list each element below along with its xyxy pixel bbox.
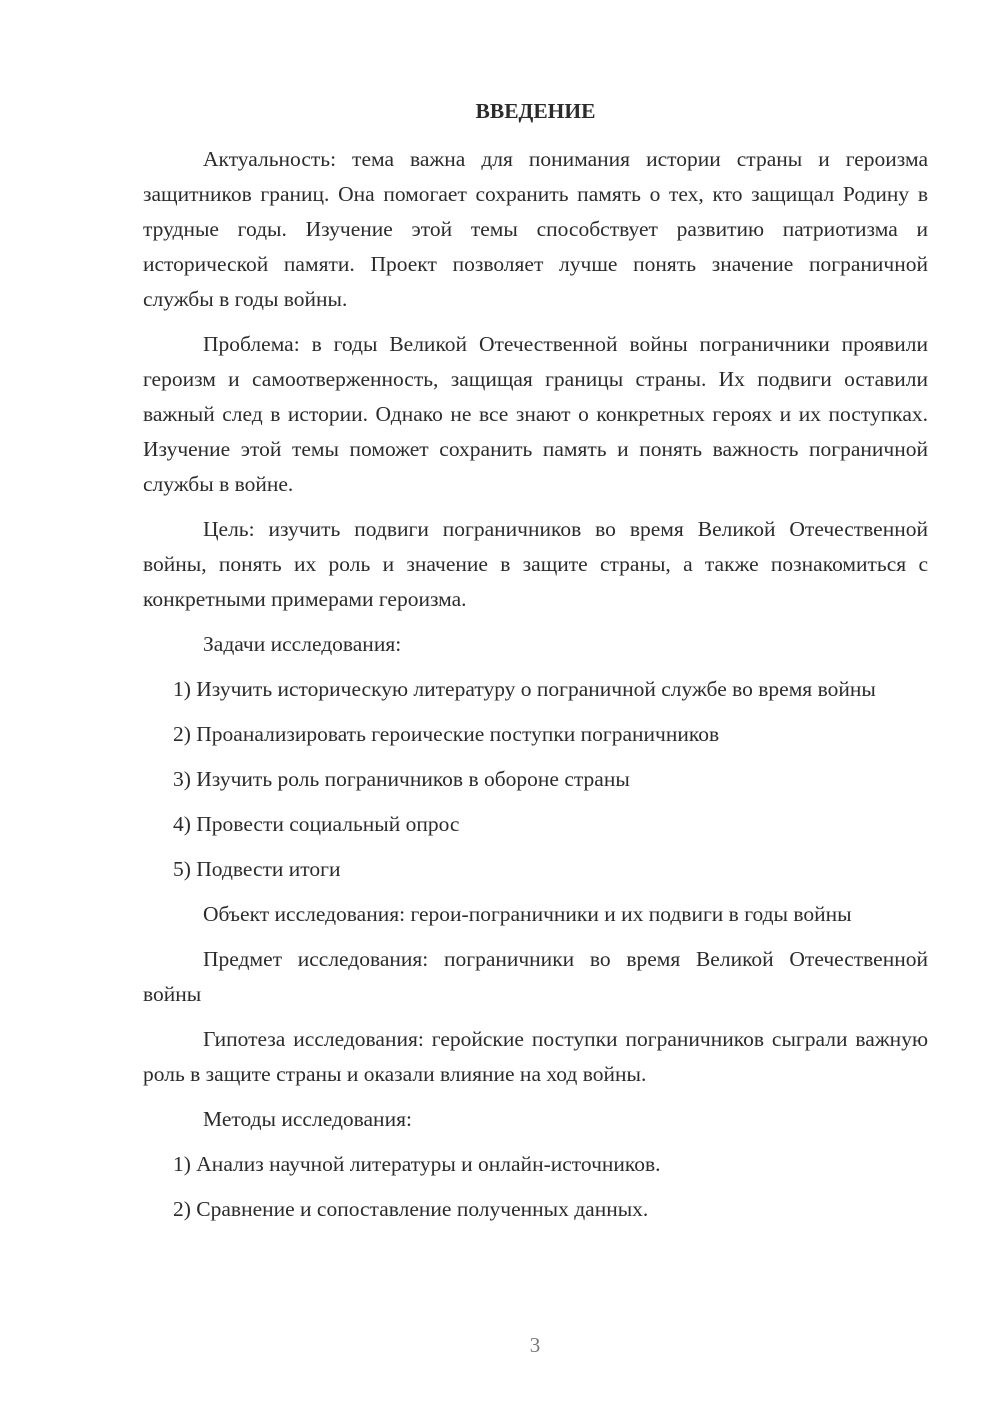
task-item-4: 4) Провести социальный опрос xyxy=(173,812,460,836)
methods-list xyxy=(143,1147,928,1227)
document-page xyxy=(143,96,928,1237)
relevance-paragraph: Актуальность: тема важна для понимания истории страны и героизма защитников границ. Она помогает сохранить память о тех, кто защищал Родину в трудные годы. Изучение этой темы способствует развитию патриотизма и исторической памяти. Проект позволяет лучше понять значение пограничной службы в годы войны. xyxy=(143,147,928,311)
subject-paragraph: Предмет исследования: пограничники во время Великой Отечественной войны xyxy=(143,947,928,1006)
task-item-5: 5) Подвести итоги xyxy=(173,857,341,881)
methods-heading: Методы исследования: xyxy=(203,1107,412,1131)
page-number: 3 xyxy=(529,1333,541,1357)
hypothesis-paragraph: Гипотеза исследования: геройские поступки пограничников сыграли важную роль в защите страны и оказали влияние на ход войны. xyxy=(143,1027,928,1086)
task-item-1: 1) Изучить историческую литературу о пограничной службе во время войны xyxy=(173,677,876,701)
method-item-2: 2) Сравнение и сопоставление полученных данных. xyxy=(173,1197,649,1221)
section-title: ВВЕДЕНИЕ xyxy=(475,99,596,123)
problem-paragraph: Проблема: в годы Великой Отечественной войны пограничники проявили героизм и самоотверженность, защищая границы страны. Их подвиги оставили важный след в истории. Однако не все знают о конкретных героях и их поступках. Изучение этой темы поможет сохранить память и понять важность пограничной службы в войне. xyxy=(143,332,928,496)
task-item-3: 3) Изучить роль пограничников в обороне страны xyxy=(173,767,630,791)
method-item-1: 1) Анализ научной литературы и онлайн-источников. xyxy=(173,1152,661,1176)
task-item-2: 2) Проанализировать героические поступки пограничников xyxy=(173,722,720,746)
object-paragraph: Объект исследования: герои-пограничники и их подвиги в годы войны xyxy=(203,902,852,926)
tasks-list xyxy=(143,672,928,887)
goal-paragraph: Цель: изучить подвиги пограничников во время Великой Отечественной войны, понять их роль и значение в защите страны, а также познакомиться с конкретными примерами героизма. xyxy=(143,517,928,611)
tasks-heading: Задачи исследования: xyxy=(203,632,402,656)
